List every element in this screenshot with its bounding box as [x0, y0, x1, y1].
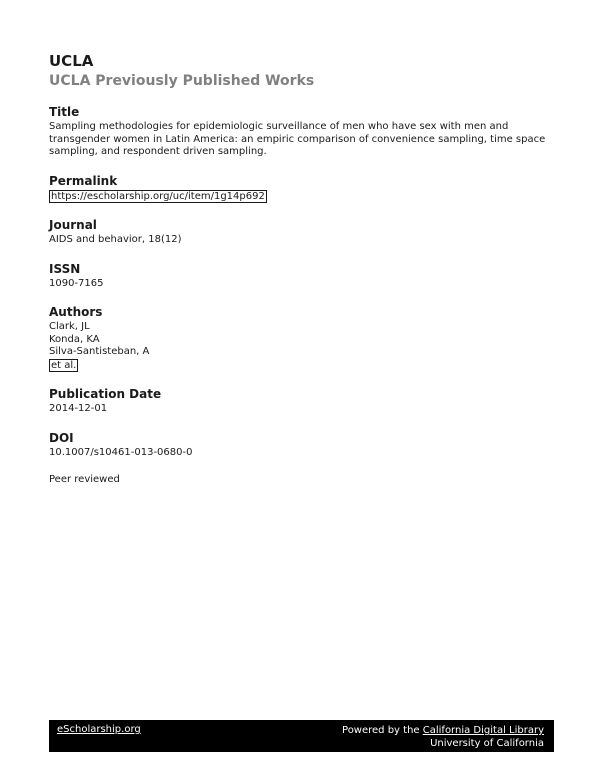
- brand-subtitle: UCLA Previously Published Works: [49, 73, 315, 89]
- journal-value: AIDS and behavior, 18(12): [49, 234, 182, 245]
- authors-section: [49, 305, 554, 372]
- authors-list: [49, 321, 554, 372]
- permalink-label: Permalink: [49, 173, 118, 188]
- author-item: Konda, KA: [49, 333, 100, 345]
- cdl-link[interactable]: California Digital Library: [422, 725, 544, 736]
- powered-by-text: Powered by the: [342, 725, 423, 736]
- brand-title: UCLA: [49, 52, 94, 70]
- publication-date-section: [49, 387, 554, 416]
- authors-more-link[interactable]: et al.: [51, 359, 77, 371]
- title-label: Title: [49, 105, 80, 119]
- title-section: [49, 105, 554, 159]
- journal-section: [49, 218, 554, 247]
- publication-date-label: Publication Date: [49, 387, 162, 401]
- publication-date-value: 2014-12-01: [49, 403, 108, 414]
- peer-reviewed-value: Peer reviewed: [49, 474, 120, 485]
- author-item: Silva-Santisteban, A: [49, 346, 150, 357]
- issn-section: [49, 262, 554, 291]
- footer-credits: [342, 724, 544, 750]
- issn-label: ISSN: [49, 261, 81, 276]
- permalink-link[interactable]: https://escholarship.org/uc/item/1g14p692: [51, 190, 265, 202]
- permalink-section: [49, 174, 554, 204]
- powered-by-line: [342, 724, 544, 737]
- peer-reviewed-section: [49, 474, 554, 487]
- title-value: Sampling methodologies for epidemiologic surveillance of men who have sex with men and transgender women in Latin America: an empiric comparison of convenience sampling, time space sampling, and respondent driven sampling.: [49, 121, 546, 157]
- doi-label: DOI: [49, 430, 74, 445]
- doi-value: 10.1007/s10461-013-0680-0: [49, 446, 193, 458]
- footer-bar: [49, 720, 554, 752]
- issn-value: 1090-7165: [49, 277, 104, 289]
- journal-label: Journal: [49, 218, 97, 232]
- doi-section: [49, 431, 554, 460]
- escholarship-link[interactable]: eScholarship.org: [57, 724, 141, 735]
- authors-label: Authors: [49, 305, 103, 319]
- document-page: [49, 52, 554, 487]
- university-text: University of California: [430, 738, 544, 749]
- author-item: Clark, JL: [49, 321, 90, 332]
- permalink-value-wrapper: [49, 190, 554, 204]
